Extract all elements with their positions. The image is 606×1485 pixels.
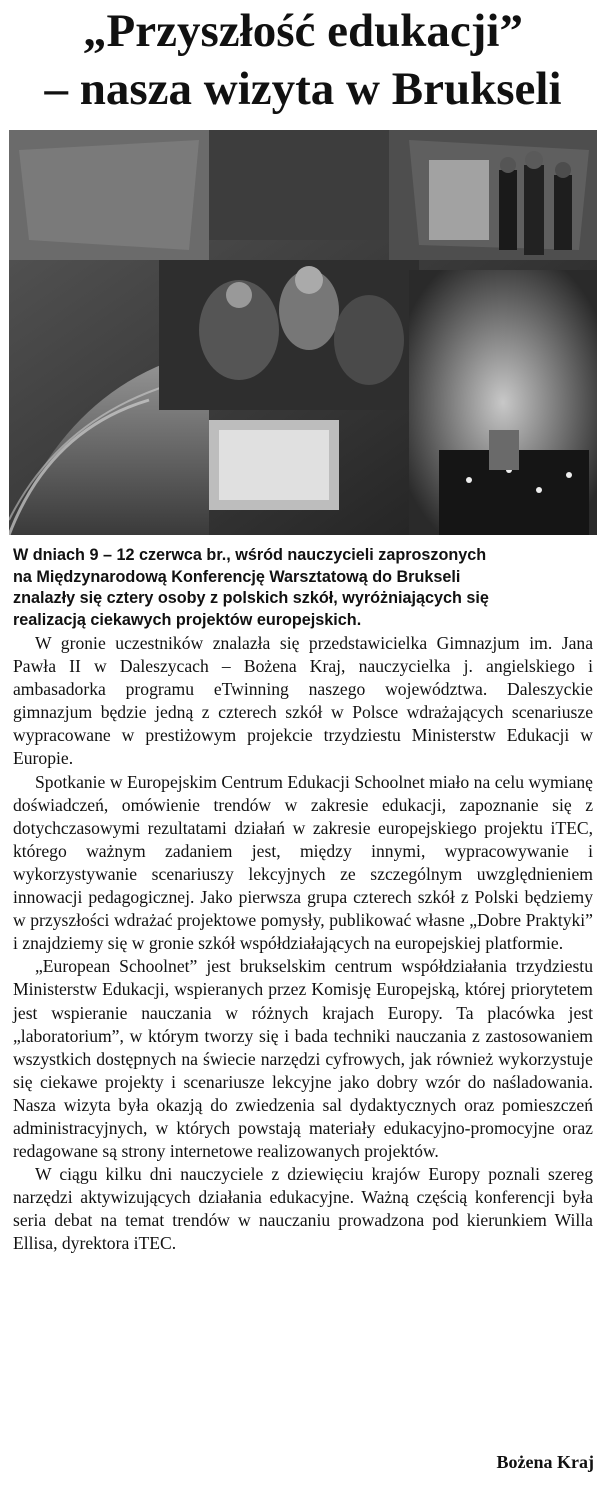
lead-line: W dniach 9 – 12 czerwca br., wśród nauczycieli zaproszonych (13, 546, 487, 564)
article-body (13, 632, 593, 1256)
article-author: Bożena Kraj (496, 1452, 594, 1472)
article-lead (13, 545, 593, 631)
title-line-1: „Przyszłość edukacji” (83, 5, 523, 57)
lead-line: realizacją ciekawych projektów europejskich. (13, 610, 362, 629)
body-paragraph: Spotkanie w Europejskim Centrum Edukacji Schoolnet miało na celu wymianę doświadczeń, omówienie trendów w zakresie edukacji, zapoznanie się z dotychczasowymi rezultatami działań w zakresie europejskiego projektu iTEC, którego ważnym zadaniem jest, między innymi, wypracowywanie i wykorzystywanie scenariuszy lekcyjnych ze szczególnym uwzględnieniem innowacji pedagogicznej. Jako pierwsza grupa czterech szkół z Polski będziemy w przyszłości wdrażać projektowe pomysły, publikować własne „Dobre Praktyki” i znajdziemy się w gronie szkół współdziałających na europejskiej platformie. (13, 771, 593, 954)
collage-photo (9, 130, 597, 535)
body-paragraph: W ciągu kilku dni nauczyciele z dziewięciu krajów Europy poznali szereg narzędzi aktywizujących działania edukacyjne. Ważną częścią konferencji była seria debat na temat trendów w nauczaniu prowadzona pod kierunkiem Willa Ellisa, dyrektora iTEC. (13, 1164, 593, 1254)
article-title (0, 2, 606, 118)
lead-line: znalazły się cztery osoby z polskich szkół, wyróżniających się (13, 589, 489, 608)
title-line-2: – nasza wizyta w Brukseli (44, 63, 562, 115)
body-paragraph: „European Schoolnet” jest brukselskim centrum współdziałania trzydziestu Ministerstw Edukacji, wspieranych przez Komisję Europejską, której priorytetem jest wspieranie nauczania w różnych krajach Europy. Ta placówka jest „laboratorium”, w którym tworzy się i bada techniki nauczania z zastosowaniem wszystkich dostępnych na świecie narzędzi cyfrowych, jak również wykorzystuje się ciekawe projekty i scenariusze lekcyjne jako dobry wzór do naśladowania. Nasza wizyta była okazją do zwiedzenia sal dydaktycznych oraz pomieszczeń administracyjnych, w których powstają materiały edukacyjno-promocyjne oraz redagowane są strony internetowe realizowanych projektów. (13, 956, 593, 1162)
body-paragraph: W gronie uczestników znalazła się przedstawicielka Gimnazjum im. Jana Pawła II w Daleszycach – Bożena Kraj, nauczycielka j. angielskiego i ambasadorka programu eTwinning naszego województwa. Daleszyckie gimnazjum będzie jedną z czterech szkół w Polsce wdrażających scenariusze wypracowane w prestiżowym projekcie trzydziestu Ministerstw Edukacji w Europie. (13, 633, 593, 769)
photo-collage-image (9, 130, 597, 535)
lead-line: na Międzynarodową Konferencję Warsztatową do Brukseli (13, 567, 461, 586)
